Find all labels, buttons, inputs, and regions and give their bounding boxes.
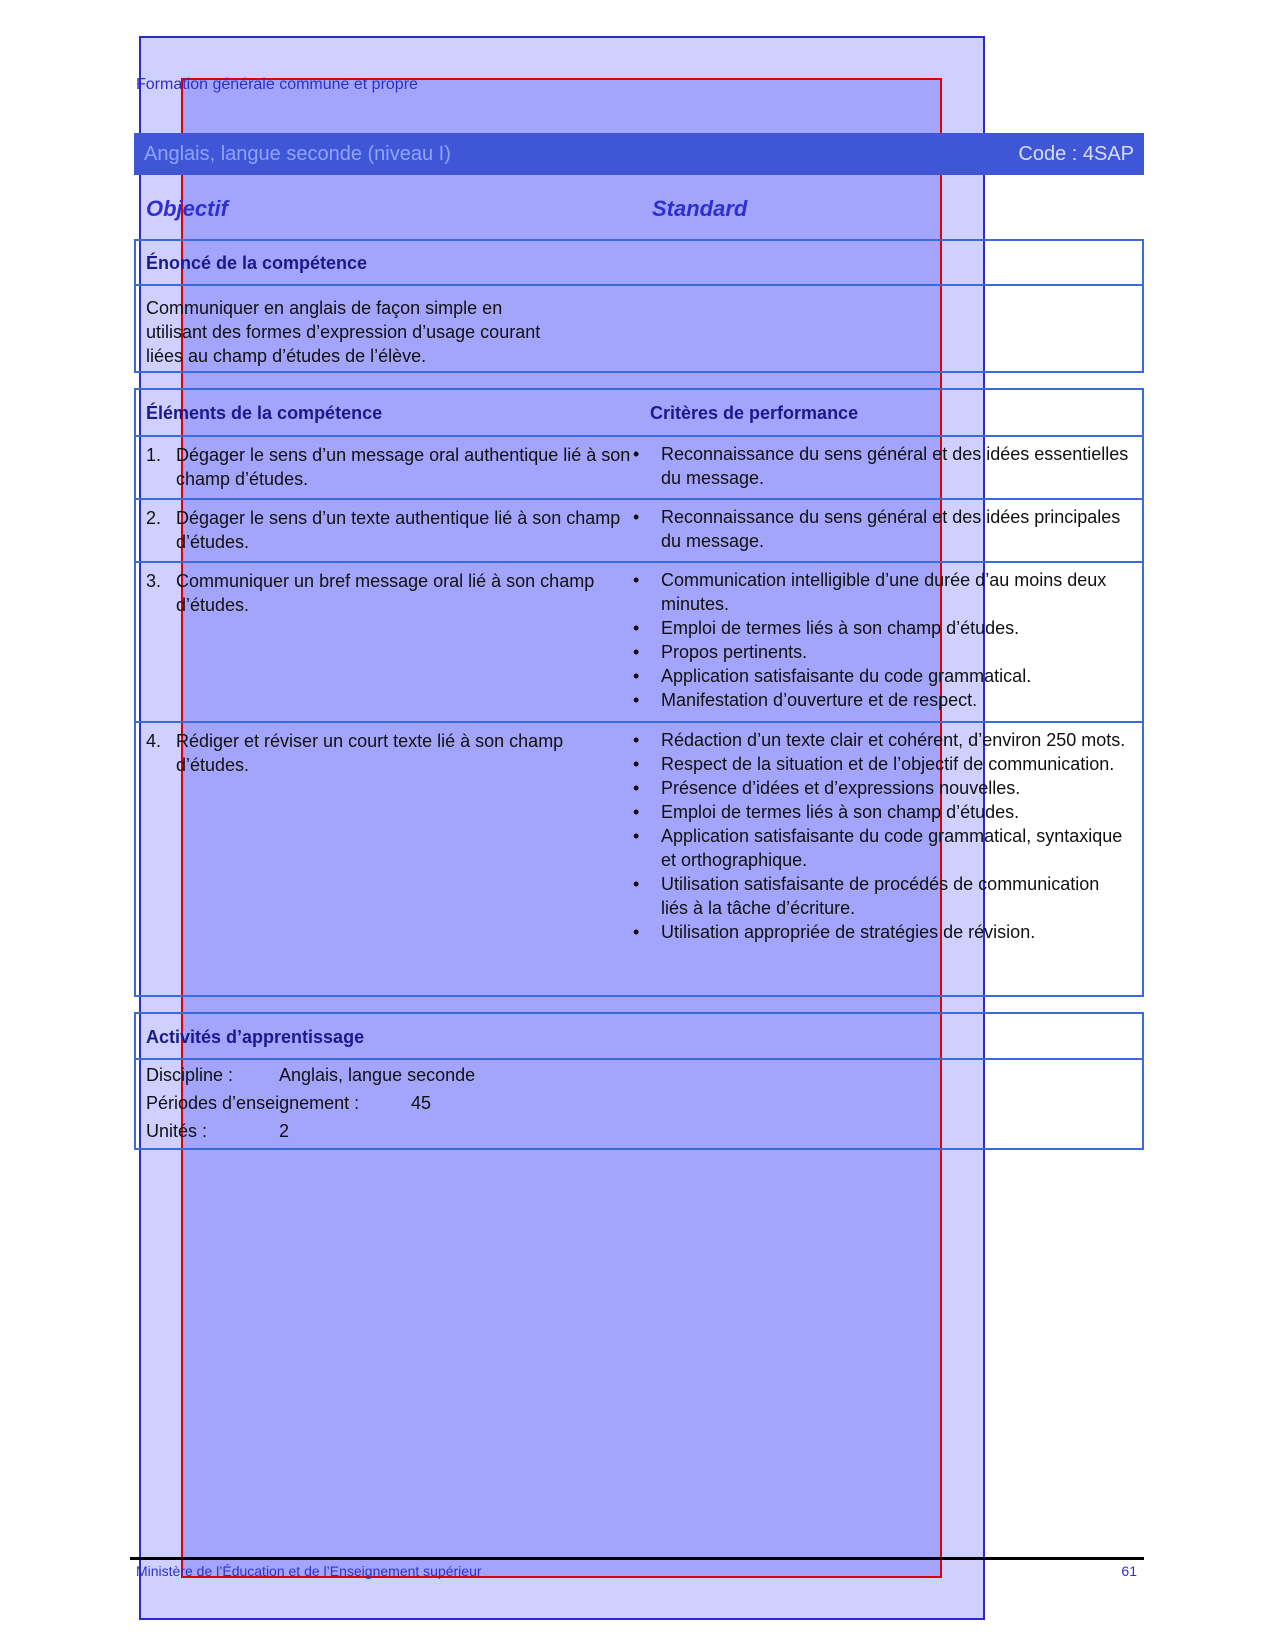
criterion-item: • Rédaction d’un texte clair et cohérent, d’environ 250 mots. xyxy=(631,728,1131,752)
criterion-item: • Reconnaissance du sens général et des idées essentielles du message. xyxy=(631,442,1131,490)
enonce-line: utilisant des formes d’expression d’usage courant xyxy=(146,322,541,342)
criterion-item: • Emploi de termes liés à son champ d’études. xyxy=(631,616,1131,640)
criteria-heading: Critères de performance xyxy=(650,403,859,423)
discipline-value: Anglais, langue seconde xyxy=(279,1065,476,1085)
element-number: 3. xyxy=(146,571,162,591)
elements-heading: Éléments de la compétence xyxy=(146,403,383,423)
section-label: Formation générale commune et propre xyxy=(136,76,418,93)
footer-ministry: Ministère de l’Éducation et de l’Enseignement supérieur xyxy=(136,1563,482,1579)
element-text: Dégager le sens d’un message oral authentique lié à son champ d’études. xyxy=(176,445,631,489)
footer-rule xyxy=(130,1557,1144,1560)
page-number: 61 xyxy=(1121,1563,1137,1579)
criterion-item: • Présence d’idées et d’expressions nouvelles. xyxy=(631,776,1131,800)
activites-box xyxy=(134,1012,1144,1150)
element-text: Dégager le sens d’un texte authentique lié à son champ d’études. xyxy=(176,508,621,552)
discipline-label: Discipline : xyxy=(146,1065,234,1085)
periodes-line xyxy=(146,1093,432,1114)
standard-label: Standard xyxy=(652,196,748,221)
criterion-item: • Manifestation d’ouverture et de respect. xyxy=(631,688,1131,712)
unites-value: 2 xyxy=(279,1121,290,1141)
course-code: Code : 4SAP xyxy=(1018,143,1134,165)
activites-heading: Activités d’apprentissage xyxy=(146,1027,365,1047)
unites-label: Unités : xyxy=(146,1121,208,1141)
course-title: Anglais, langue seconde (niveau I) xyxy=(144,143,451,165)
criterion-item: • Respect de la situation et de l’objectif de communication. xyxy=(631,752,1131,776)
criterion-item: • Reconnaissance du sens général et des idées principales du message. xyxy=(631,505,1131,553)
table-row xyxy=(136,437,1142,500)
enonce-line: liées au champ d’études de l’élève. xyxy=(146,346,427,366)
periodes-label: Périodes d’enseignement : xyxy=(146,1093,360,1113)
enonce-line: Communiquer en anglais de façon simple en xyxy=(146,298,503,318)
table-row xyxy=(136,563,1142,723)
enonce-box xyxy=(134,239,1144,373)
table-row xyxy=(136,500,1142,563)
enonce-heading: Énoncé de la compétence xyxy=(146,253,368,273)
criterion-item: • Application satisfaisante du code grammatical, syntaxique et orthographique. xyxy=(631,824,1131,872)
element-number: 4. xyxy=(146,731,162,751)
criterion-item: • Communication intelligible d’une durée d’au moins deux minutes. xyxy=(631,568,1131,616)
criterion-item: • Utilisation appropriée de stratégies de révision. xyxy=(631,920,1131,944)
course-header xyxy=(134,133,1144,175)
criterion-item: • Application satisfaisante du code grammatical. xyxy=(631,664,1131,688)
table-row xyxy=(136,723,1142,1001)
criterion-item: • Propos pertinents. xyxy=(631,640,1131,664)
criterion-item: • Utilisation satisfaisante de procédés de communication liés à la tâche d’écriture. xyxy=(631,872,1131,920)
criterion-item: • Emploi de termes liés à son champ d’études. xyxy=(631,800,1131,824)
objectif-label: Objectif xyxy=(146,196,228,221)
unites-line xyxy=(146,1121,290,1142)
element-text: Communiquer un bref message oral lié à son champ d’études. xyxy=(176,571,595,615)
element-number: 1. xyxy=(146,445,162,465)
element-text: Rédiger et réviser un court texte lié à son champ d’études. xyxy=(176,731,564,775)
elements-box xyxy=(134,388,1144,997)
discipline-line xyxy=(146,1065,476,1086)
periodes-value: 45 xyxy=(411,1093,432,1113)
element-number: 2. xyxy=(146,508,162,528)
